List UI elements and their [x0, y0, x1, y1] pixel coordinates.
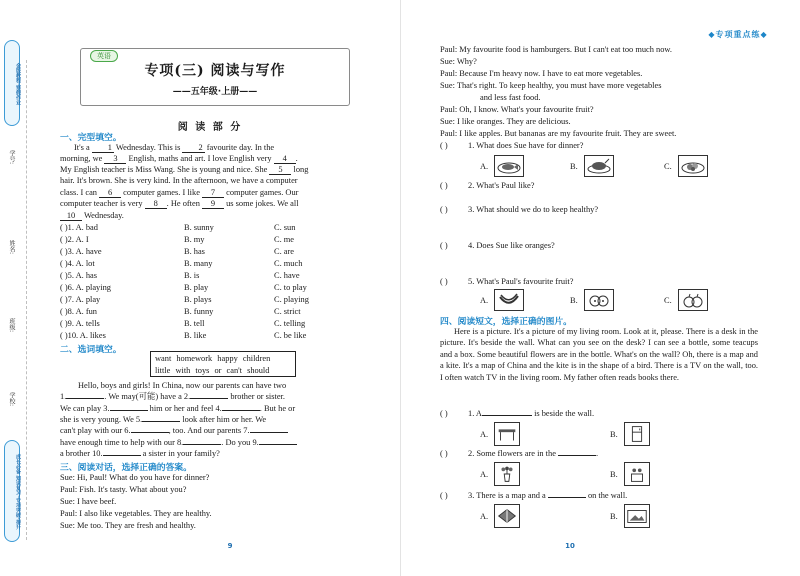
cloze-option-row[interactable]: ( )8. A. fun B. funny C. strict — [60, 307, 301, 316]
option-c[interactable]: C. — [664, 154, 708, 178]
fill-line: We can play 3. him or her and feel 4. . But he or — [60, 404, 296, 413]
cloze-blank[interactable]: 4 — [274, 154, 296, 164]
answer-paren[interactable]: ( ) — [440, 241, 448, 250]
answer-blank[interactable] — [548, 497, 586, 498]
side-field-label: 班级: — [8, 318, 15, 333]
cloze-blank[interactable]: 3 — [104, 154, 126, 164]
cloze-passage: It's a 1 Wednesday. This is 2 favourite day. In the — [74, 143, 275, 152]
cut-line — [26, 60, 27, 540]
section-tag: ◆专项重点练◆ — [708, 30, 768, 39]
answer-paren[interactable]: ( ) — [440, 449, 448, 458]
fill-blank[interactable] — [183, 444, 221, 445]
fill-blank[interactable] — [259, 444, 297, 445]
option-a[interactable]: A. — [480, 422, 520, 446]
reading-heading: 四、阅读短文，选择正确的图片。 — [440, 317, 572, 327]
question-2: ( ) 2. What's Paul like? — [440, 181, 535, 190]
orange-icon — [584, 289, 614, 311]
desk-icon — [494, 422, 520, 446]
cloze-option-row[interactable]: ( )7. A. play B. plays C. playing — [60, 295, 309, 304]
dialogue-line: Paul: I also like vegetables. They are healthy. — [60, 509, 212, 518]
dialogue-heading: 三、阅读对话，选择正确的答案。 — [60, 463, 192, 473]
cloze-option-row[interactable]: ( )2. A. I B. my C. me — [60, 235, 295, 244]
option-c[interactable]: C. — [664, 288, 708, 312]
fill-blank[interactable] — [66, 398, 104, 399]
dialogue-line: Paul: Oh, I know. What's your favourite fruit? — [440, 105, 594, 114]
answer-paren[interactable]: ( ) — [440, 181, 448, 190]
fill-line: a brother 10. a sister in your family? — [60, 449, 220, 458]
side-tab-top — [4, 40, 20, 126]
cloze-blank[interactable]: 5 — [269, 165, 291, 175]
cloze-passage-line: 10 Wednesday. — [60, 210, 360, 221]
answer-paren[interactable]: ( ) — [440, 409, 448, 418]
option-b[interactable]: B. — [570, 288, 614, 312]
page-title: 专项(三) 阅读与写作 — [144, 63, 286, 79]
question-3: ( ) 3. What should we do to keep healthy? — [440, 205, 599, 214]
cloze-option-row[interactable]: ( )4. A. lot B. many C. much — [60, 259, 303, 268]
reading-passage: Here is a picture. It's a picture of my living room. Look at it, please. There is a desk in the picture. It's beside the wall. What can you see on the desk? I can see a bottle, some teacups and a box. Some beautiful flowers are in the bottle. What's on the wall? Oh, there is a map and a kite. It's a map of China and the kite is in the shape of a bird. There is a TV on the wall, too. I often watch TV in the living room. My father often reads books there. — [440, 327, 758, 382]
right-page — [400, 0, 800, 576]
side-field-label: 学号: — [8, 150, 15, 165]
cloze-blank[interactable]: 9 — [202, 199, 224, 209]
side-field-label: 学校: — [8, 392, 15, 407]
cloze-option-row[interactable]: ( )6. A. playing B. play C. to play — [60, 283, 307, 292]
dialogue-line: Sue: That's right. To keep healthy, you must have more vegetables — [440, 81, 662, 90]
dialogue-line: Paul: I like apples. But bananas are my favourite fruit. They are sweet. — [440, 129, 677, 138]
cloze-blank[interactable]: 2 — [182, 143, 204, 153]
dialogue-line: Sue: Why? — [440, 57, 477, 66]
reading-question-3: ( ) 3. There is a map and a on the wall. — [440, 491, 628, 500]
fill-blank[interactable] — [110, 410, 148, 411]
question-5: ( ) 5. What's Paul's favourite fruit? — [440, 277, 574, 286]
option-b[interactable]: B. — [610, 504, 650, 528]
cloze-passage-line: class. I can 6 computer games. I like 7 computer games. Our — [60, 188, 299, 197]
question-4: ( ) 4. Does Sue like oranges? — [440, 241, 555, 250]
cloze-passage-line: computer teacher is very 8 . He often 9 us some jokes. We all — [60, 199, 299, 208]
option-a[interactable]: A. — [480, 288, 524, 312]
dialogue-line: Paul: Because I'm heavy now. I have to eat more vegetables. — [440, 69, 643, 78]
option-b[interactable]: B. — [570, 154, 614, 178]
dialogue-line: and less fast food. — [480, 93, 541, 102]
cloze-option-row[interactable]: ( )5. A. has B. is C. have — [60, 271, 300, 280]
side-field-name — [2, 240, 42, 254]
vase-flowers-icon — [494, 462, 520, 486]
answer-blank[interactable] — [482, 415, 532, 416]
fill-blank[interactable] — [142, 421, 180, 422]
answer-paren[interactable]: ( ) — [440, 491, 448, 500]
answer-paren[interactable]: ( ) — [440, 277, 448, 286]
question-1: ( ) 1. What does Sue have for dinner? — [440, 141, 584, 150]
option-a[interactable]: A. — [480, 154, 524, 178]
vegetable-dish-icon — [678, 155, 708, 177]
dialogue-line: Sue: I have beef. — [60, 497, 117, 506]
banana-icon — [494, 289, 524, 311]
side-tab-bottom — [4, 440, 20, 542]
answer-paren[interactable]: ( ) — [440, 205, 448, 214]
fill-blank[interactable] — [131, 432, 169, 433]
dialogue-line: Sue: Hi, Paul! What do you have for dinner? — [60, 473, 210, 482]
fridge-icon — [624, 422, 650, 446]
cloze-option-row[interactable]: ( )9. A. tells B. tell C. telling — [60, 319, 306, 328]
cloze-heading: 一、完型填空。 — [60, 133, 122, 143]
dialogue-line: Sue: Me too. They are fresh and healthy. — [60, 521, 196, 530]
fill-line: have enough time to help with our 8. . Do you 9. — [60, 437, 360, 448]
fill-blank[interactable] — [103, 455, 141, 456]
option-a[interactable]: A. — [480, 504, 520, 528]
cloze-option-row[interactable]: ( )1. A. bad B. sunny C. sun — [60, 223, 296, 232]
cloze-option-row[interactable]: ( )3. A. have B. has C. are — [60, 247, 294, 256]
page-subtitle: ——五年级·上册—— — [172, 87, 258, 97]
side-field-class — [2, 318, 42, 332]
fill-line: can't play with our 6. , too. And our parents 7. — [60, 425, 360, 436]
answer-blank[interactable] — [558, 455, 596, 456]
dialogue-line: Sue: I like oranges. They are delicious. — [440, 117, 571, 126]
option-a[interactable]: A. — [480, 462, 520, 486]
dialogue-line: Paul: My favourite food is hamburgers. But I can't eat too much now. — [440, 45, 673, 54]
option-b[interactable]: B. — [610, 462, 650, 486]
cloze-blank[interactable]: 6 — [99, 188, 121, 198]
side-tab-bottom-text: 成长必备 知识复习·专项突破·提升 — [15, 454, 21, 530]
page-number-right: 10 — [560, 538, 580, 554]
apple-icon — [678, 289, 708, 311]
word-bank-row: want homework happy children — [155, 354, 271, 363]
kite-icon — [494, 504, 520, 528]
fill-line: 1. . We may(可能) have a 2. brother or sister. — [60, 392, 285, 401]
fill-blank[interactable] — [250, 432, 288, 433]
answer-paren[interactable]: ( ) — [440, 141, 448, 150]
side-field-number — [2, 150, 42, 164]
cloze-blank[interactable]: 10 — [60, 211, 82, 221]
word-bank — [150, 351, 296, 377]
cloze-option-row[interactable]: ( )10. A. likes B. like C. be like — [60, 331, 307, 340]
side-field-school — [2, 392, 42, 406]
section-title: 阅 读 部 分 — [177, 122, 243, 133]
dialogue-line: Paul: Fish. It's tasty. What about you? — [60, 485, 187, 494]
cloze-passage-line: hair. It's brown. She is very kind. In the afternoon, we have a computer — [60, 176, 298, 185]
side-tab-top-text: 金版教程·寒假作业 — [15, 63, 21, 105]
fill-blank[interactable] — [190, 398, 228, 399]
cloze-blank[interactable]: 7 — [202, 188, 224, 198]
reading-question-1: ( ) 1. A is beside the wall. — [440, 409, 595, 418]
option-b[interactable]: B. — [610, 422, 650, 446]
fill-line: Hello, boys and girls! In China, now our parents can have two — [78, 381, 287, 390]
box-flowers-icon — [624, 462, 650, 486]
cloze-passage-line: My English teacher is Miss Wang. She is young and nice. She 5 long — [60, 165, 309, 174]
cloze-blank[interactable]: 1 — [92, 143, 114, 153]
roast-meat-icon — [584, 155, 614, 177]
subject-badge: 英语 — [90, 50, 118, 62]
reading-question-2: ( ) 2. Some flowers are in the . — [440, 449, 599, 458]
fill-line: she is very young. We 5. look after him or her. We — [60, 415, 267, 424]
side-field-label: 姓名: — [8, 240, 15, 255]
cloze-blank[interactable]: 8 — [145, 199, 167, 209]
cloze-passage-line: morning, we 3 English, maths and art. I love English very 4 . — [60, 154, 298, 163]
fish-dish-icon — [494, 155, 524, 177]
word-bank-row: little with toys or can't should — [155, 366, 270, 375]
fill-heading: 二、选词填空。 — [60, 345, 122, 355]
page-number-left: 9 — [220, 538, 240, 554]
picture-frame-icon — [624, 504, 650, 528]
fill-blank[interactable] — [222, 410, 260, 411]
